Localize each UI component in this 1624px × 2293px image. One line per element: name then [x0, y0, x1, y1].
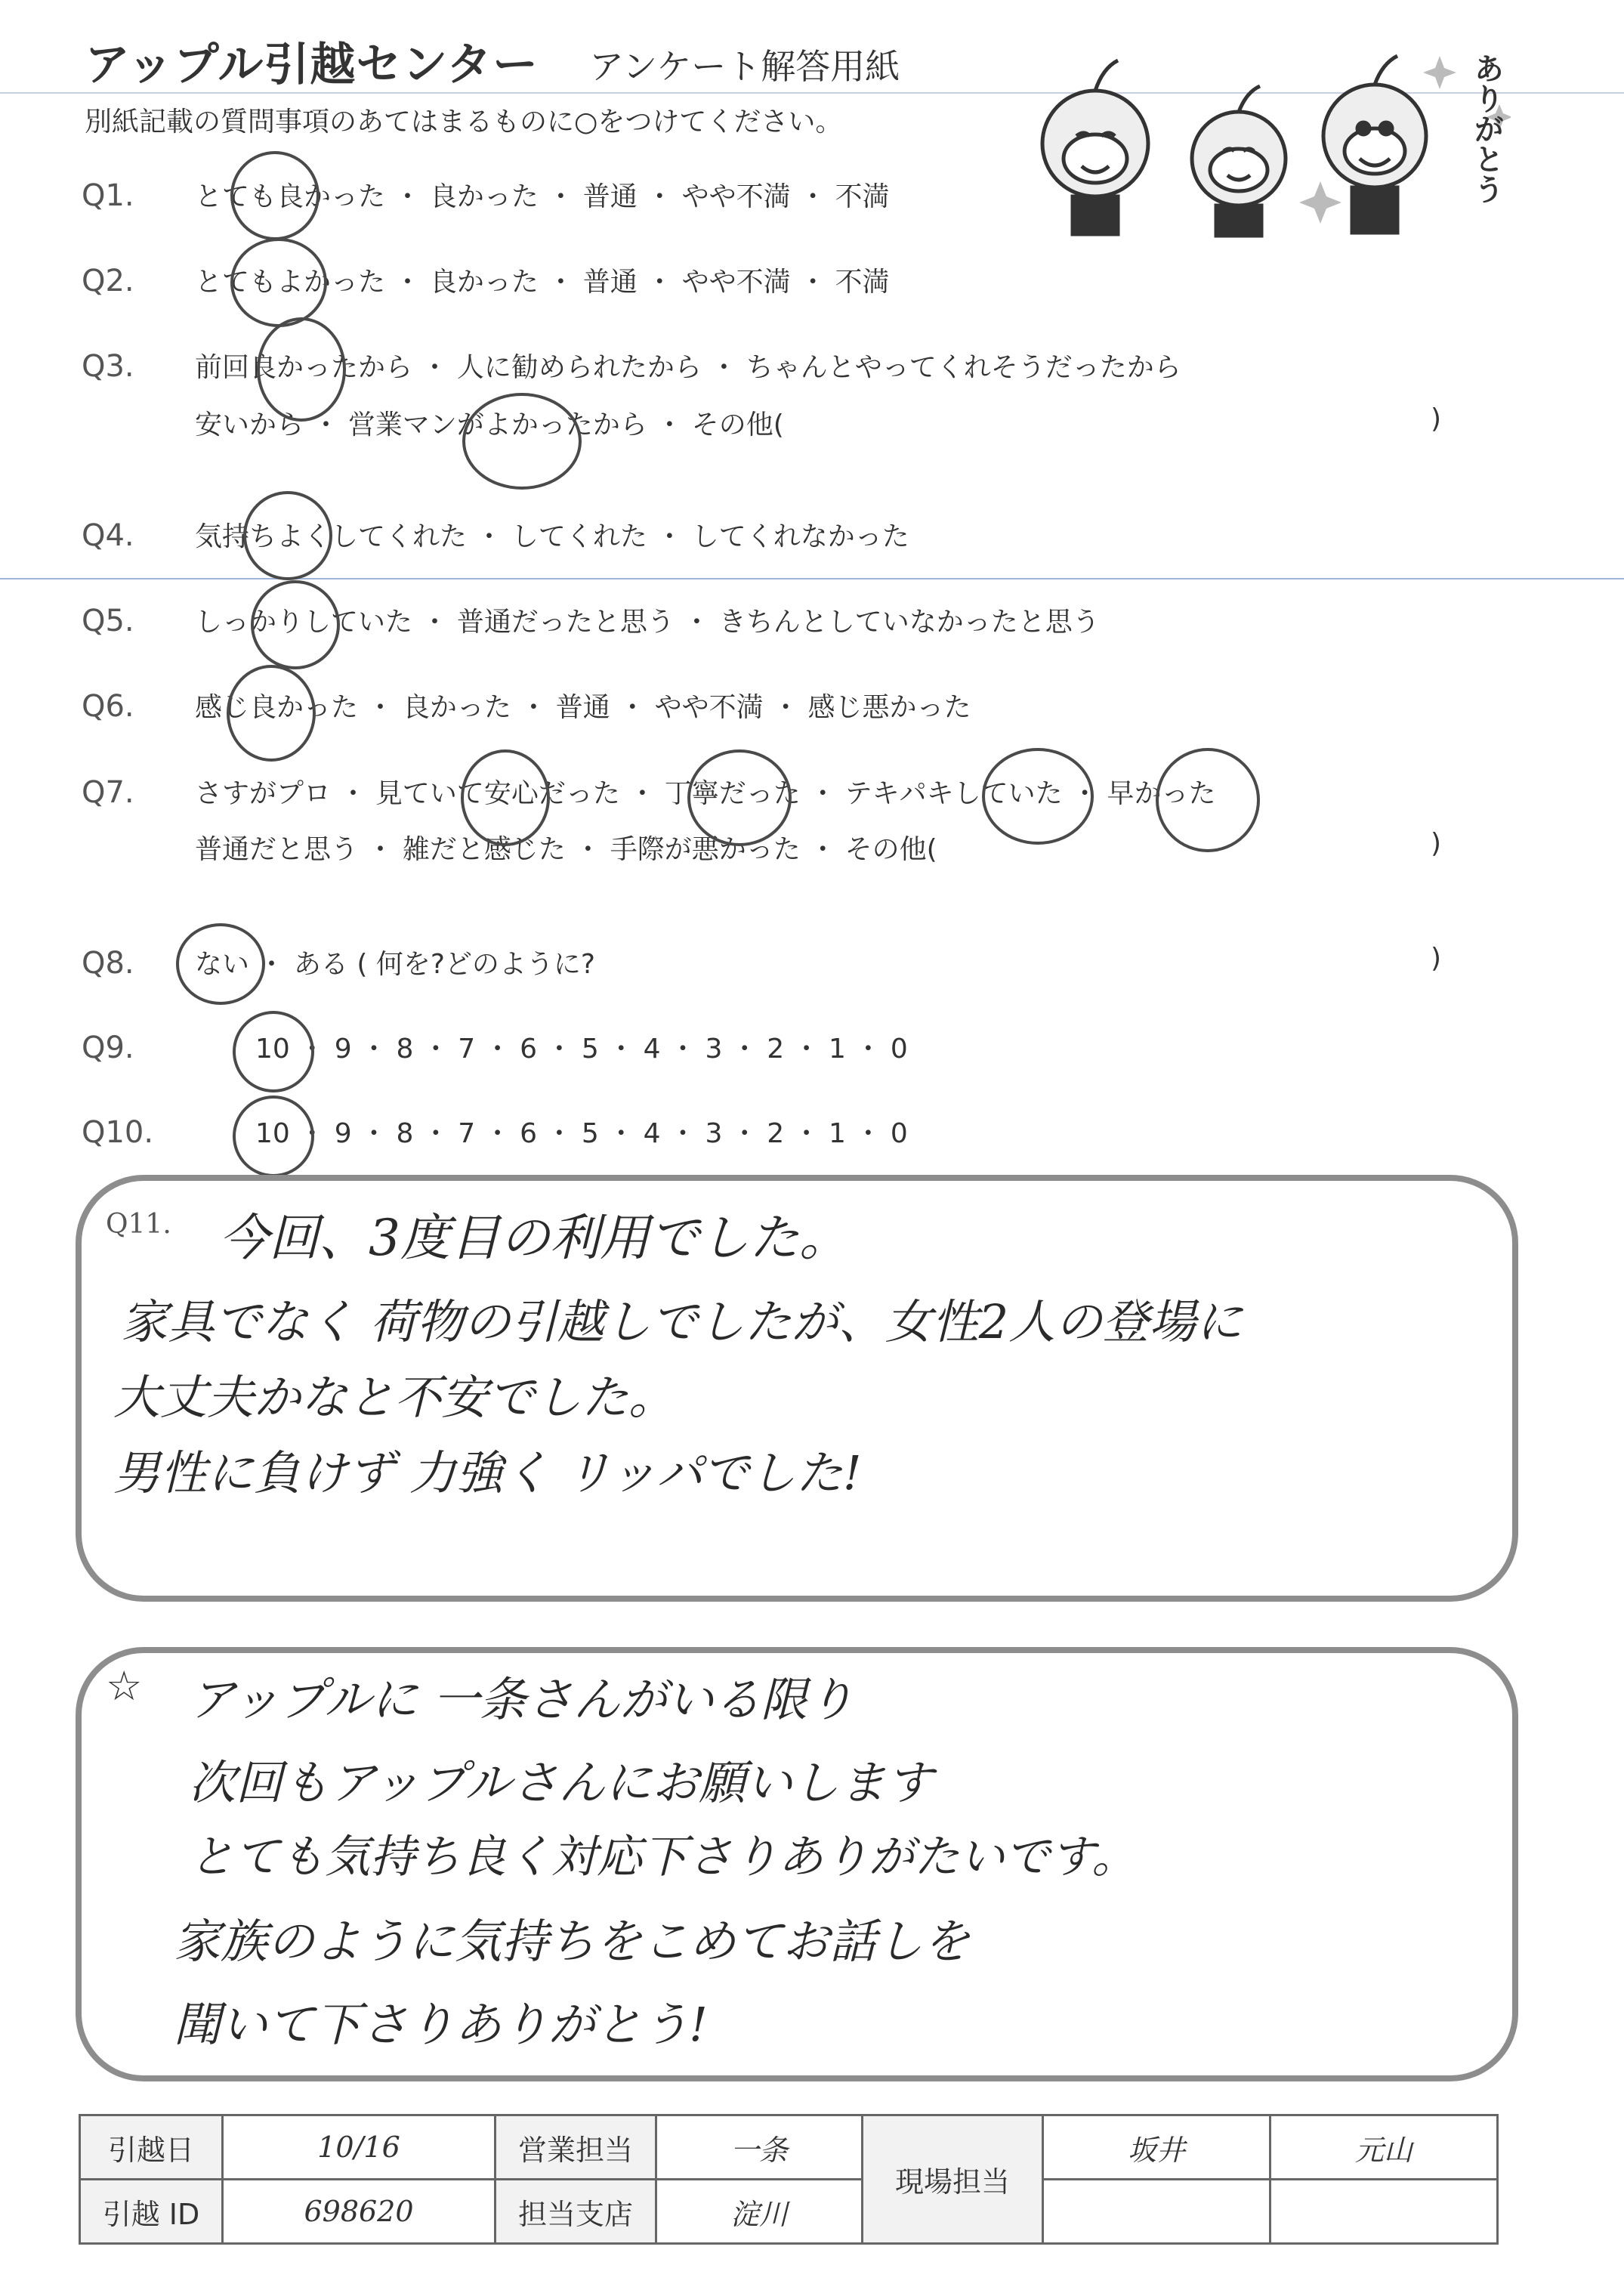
- q11-line-3: 大丈夫かなと不安でした。: [113, 1370, 676, 1425]
- site-staff-label: 現場担当: [863, 2115, 1043, 2244]
- branch-label: 担当支店: [496, 2180, 656, 2244]
- footer-info-table: [79, 2114, 1499, 2245]
- q2-label: Q2.: [82, 264, 134, 298]
- mascot-illustration: [1012, 45, 1511, 242]
- q5-label: Q5.: [82, 604, 134, 638]
- site-staff-1-lower: [1043, 2180, 1270, 2244]
- comment-line-2: 次回もアップルさんにお願いします: [189, 1755, 934, 1810]
- star-icon: ☆: [106, 1662, 143, 1710]
- q3-close-paren: ): [1431, 403, 1442, 434]
- answer-circle-q8: [176, 923, 265, 1005]
- answer-circle-q3a: [257, 317, 346, 422]
- company-title: アップル引越センター: [85, 39, 539, 91]
- move-date-label: 引越日: [80, 2115, 223, 2180]
- question-q5: [82, 601, 1100, 639]
- q5-options[interactable]: しっかりしていた ・ 普通だったと思う ・ きちんとしていなかったと思う: [195, 607, 1100, 638]
- move-id-value: 698620: [223, 2180, 496, 2244]
- question-q2: [82, 261, 890, 299]
- q3-options-line2[interactable]: 安いから ・ 営業マンがよかったから ・ その他(: [195, 409, 784, 440]
- branch-value: 淀川: [656, 2180, 863, 2244]
- answer-circle-q2: [230, 238, 327, 327]
- answer-circle-q4: [243, 491, 332, 580]
- site-staff-1: 坂井: [1043, 2115, 1270, 2180]
- q11-line-4: 男性に負けず 力強く リッパでした!: [113, 1445, 862, 1500]
- sales-value: 一条: [656, 2115, 863, 2180]
- q6-label: Q6.: [82, 689, 134, 724]
- question-q4: [82, 515, 909, 554]
- section-rule: [0, 578, 1624, 579]
- site-staff-2: 元山: [1270, 2115, 1498, 2180]
- q11-line-2: 家具でなく 荷物の引越しでしたが、女性2人の登場に: [121, 1294, 1243, 1349]
- comment-line-4: 家族のように気持ちをこめてお話しを: [174, 1914, 971, 1969]
- answer-circle-q7d: [1156, 748, 1260, 852]
- q8-options[interactable]: ない ・ ある ( 何を?どのように?: [195, 949, 596, 980]
- comment-line-5: 聞いて下さりありがとう!: [174, 1997, 708, 2052]
- answer-circle-q7b: [687, 749, 792, 846]
- q2-options[interactable]: とてもよかった ・ 良かった ・ 普通 ・ やや不満 ・ 不満: [195, 267, 890, 298]
- q7-close-paren: ): [1431, 828, 1442, 859]
- answer-circle-q7c: [982, 748, 1094, 845]
- q11-label: Q11.: [106, 1209, 171, 1240]
- answer-circle-q9: [233, 1011, 314, 1092]
- question-q9: [82, 1028, 908, 1066]
- comment-line-1: アップルに 一条さんがいる限り: [189, 1672, 854, 1727]
- sales-label: 営業担当: [496, 2115, 656, 2180]
- instruction-text: 別紙記載の質問事項のあてはまるものに○をつけてください。: [85, 107, 843, 138]
- move-date-value: 10/16: [223, 2115, 496, 2180]
- question-q1: [82, 175, 890, 214]
- q6-options[interactable]: 感じ良かった ・ 良かった ・ 普通 ・ やや不満 ・ 感じ悪かった: [195, 692, 971, 723]
- q8-close-paren: ): [1431, 943, 1442, 974]
- q7-options-line2[interactable]: 普通だと思う ・ 雑だと感じた ・ 手際が悪かった ・ その他(: [195, 834, 937, 865]
- question-q8: [82, 943, 595, 981]
- q11-line-1: 今回、3度目の利用でした。: [219, 1209, 849, 1267]
- move-id-label: 引越 ID: [80, 2180, 223, 2244]
- q3-label: Q3.: [82, 349, 134, 384]
- answer-circle-q6: [227, 665, 316, 762]
- q7-options[interactable]: さすがプロ ・ 見ていて安心だった ・ 丁寧だった ・ テキパキしていた ・ 早かった: [195, 778, 1216, 809]
- q3-options[interactable]: 前回良かったから ・ 人に勧められたから ・ ちゃんとやってくれそうだったから: [195, 352, 1181, 383]
- answer-circle-q3b: [462, 393, 582, 490]
- mascot-icon: [1012, 45, 1511, 242]
- form-subtitle: アンケート解答用紙: [589, 46, 900, 87]
- question-q6: [82, 686, 971, 725]
- q1-label: Q1.: [82, 178, 134, 213]
- q1-options[interactable]: とても良かった ・ 良かった ・ 普通 ・ やや不満 ・ 不満: [195, 181, 890, 212]
- q10-options[interactable]: 10 ・ 9 ・ 8 ・ 7 ・ 6 ・ 5 ・ 4 ・ 3 ・ 2 ・ 1 ・ 0: [255, 1118, 908, 1149]
- q10-label: Q10.: [82, 1115, 154, 1150]
- question-q10: [82, 1112, 908, 1151]
- site-staff-2-lower: [1270, 2180, 1498, 2244]
- q8-label: Q8.: [82, 946, 134, 981]
- q4-options[interactable]: 気持ちよくしてくれた ・ してくれた ・ してくれなかった: [195, 521, 909, 552]
- answer-circle-q10: [233, 1096, 314, 1177]
- q9-label: Q9.: [82, 1031, 134, 1065]
- q9-options[interactable]: 10 ・ 9 ・ 8 ・ 7 ・ 6 ・ 5 ・ 4 ・ 3 ・ 2 ・ 1 ・ 0: [255, 1034, 908, 1065]
- question-q3: [82, 346, 1181, 385]
- answer-circle-q7a: [461, 749, 550, 846]
- mascot-text: ありがとう: [1469, 53, 1504, 204]
- q7-label: Q7.: [82, 775, 134, 810]
- comment-line-3: とても気持ち良く対応下さりありがたいです。: [189, 1831, 1138, 1884]
- answer-circle-q1: [230, 151, 320, 240]
- answer-circle-q5: [251, 580, 340, 669]
- q4-label: Q4.: [82, 518, 134, 553]
